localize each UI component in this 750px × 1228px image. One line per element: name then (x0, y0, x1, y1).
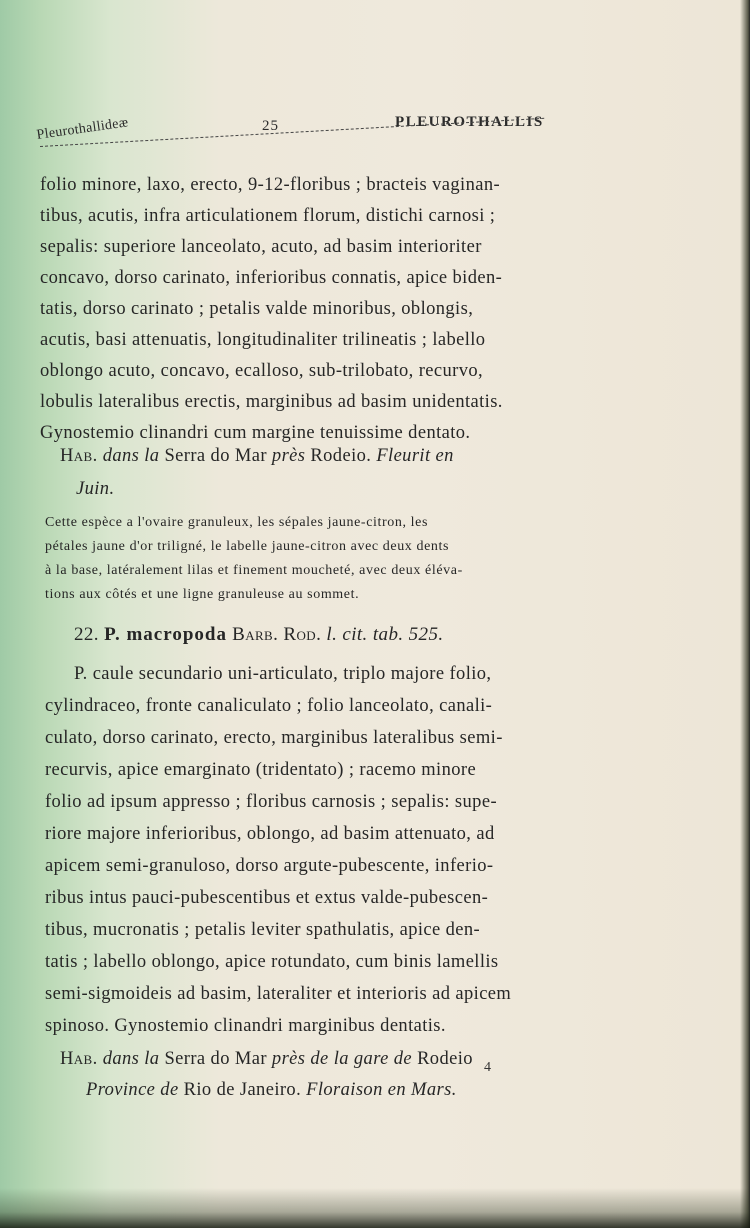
running-title: PLEUROTHALLIS (395, 114, 544, 130)
text-line: tibus, acutis, infra articulationem florum, distichi carnosi ; (40, 206, 496, 226)
text-line: concavo, dorso carinato, inferioribus connatis, apice biden- (40, 268, 503, 288)
habitat-line: Hab. dans la Serra do Mar près de la gare de Rodeio (60, 1049, 473, 1069)
page-number: 25 (262, 118, 279, 134)
section-title: Pleurothallideæ (35, 115, 130, 144)
note-line: tions aux côtés et une ligne granuleuse au sommet. (45, 587, 360, 602)
species-heading (74, 624, 444, 646)
species-name: P. macropoda (104, 624, 227, 645)
text-line: semi-sigmoideis ad basim, lateraliter et interioris ad apicem (45, 984, 512, 1004)
text-line: riore majore inferioribus, oblongo, ad basim attenuato, ad (45, 824, 495, 844)
species-author: Barb. Rod. (232, 624, 322, 645)
text-line: tibus, mucronatis ; petalis leviter spathulatis, apice den- (45, 920, 481, 940)
text-line: acutis, basi attenuatis, longitudinaliter trilineatis ; labello (40, 330, 486, 350)
text-line: oblongo acuto, concavo, ecalloso, sub-trilobato, recurvo, (40, 361, 484, 381)
text-line: spinoso. Gynostemio clinandri marginibus dentatis. (45, 1016, 446, 1036)
text-line: cylindraceo, fronte canaliculato ; folio lanceolato, canali- (45, 696, 493, 716)
text-line: apicem semi-granuloso, dorso argute-pubescente, inferio- (45, 856, 494, 876)
text-line: folio minore, laxo, erecto, 9-12-floribus ; bracteis vaginan- (40, 175, 501, 195)
text-line: Gynostemio clinandri cum margine tenuissime dentato. (40, 423, 471, 443)
text-line: culato, dorso carinato, erecto, marginibus lateralibus semi- (45, 728, 503, 748)
text-line: tatis ; labello oblongo, apice rotundato, cum binis lamellis (45, 952, 499, 972)
habitat-label: Hab. (60, 1049, 98, 1069)
text-line: folio ad ipsum appresso ; floribus carnosis ; sepalis: supe- (45, 792, 498, 812)
signature-mark: 4 (484, 1060, 491, 1075)
habitat-line: Hab. dans la Serra do Mar près Rodeio. Fleurit en (60, 446, 454, 466)
text-line: P. caule secundario uni-articulato, triplo majore folio, (74, 664, 492, 684)
note-line: Cette espèce a l'ovaire granuleux, les sépales jaune-citron, les (45, 515, 428, 530)
note-line: pétales jaune d'or triligné, le labelle jaune-citron avec deux dents (45, 539, 450, 554)
text-line: ribus intus pauci-pubescentibus et extus valde-pubescen- (45, 888, 489, 908)
habitat-line: Juin. (76, 479, 115, 499)
text-line: tatis, dorso carinato ; petalis valde minoribus, oblongis, (40, 299, 474, 319)
habitat-line: Province de Rio de Janeiro. Floraison en Mars. (86, 1080, 457, 1100)
note-line: à la base, latéralement lilas et finement moucheté, avec deux éléva- (45, 563, 463, 578)
text-line: lobulis lateralibus erectis, marginibus ad basim unidentatis. (40, 392, 503, 412)
text-line: recurvis, apice emarginato (tridentato) ; racemo minore (45, 760, 477, 780)
text-line: sepalis: superiore lanceolato, acuto, ad basim interioriter (40, 237, 482, 257)
species-reference: l. cit. tab. 525. (326, 624, 444, 645)
species-number: 22. (74, 624, 99, 645)
habitat-label: Hab. (60, 446, 98, 466)
